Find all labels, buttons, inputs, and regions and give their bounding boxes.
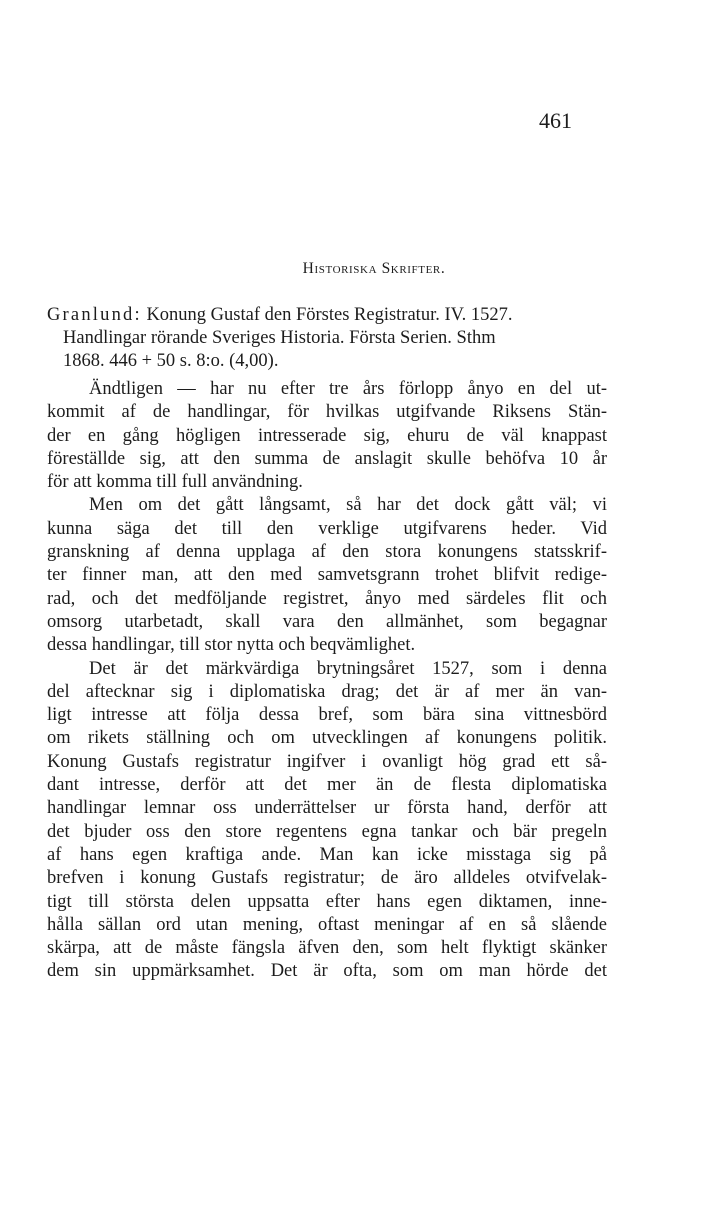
body-line: der en gång högligen intresserade sig, ehuru de väl knappast — [47, 425, 607, 446]
entry-line-2: Handlingar rörande Sveriges Historia. Första Serien. Sthm — [63, 328, 496, 348]
entry-line-1 — [47, 304, 607, 327]
body-line: Det är det märkvärdiga brytningsåret 1527, som i denna — [89, 658, 607, 679]
body-line: Ändtligen — har nu efter tre års förlopp ånyo en del ut- — [89, 379, 607, 399]
body-line: dant intresse, derför att det mer än de flesta diplomatiska — [47, 775, 607, 796]
body-line: dessa handlingar, till stor nytta och beqvämlighet. — [47, 635, 416, 656]
page-number: 461 — [539, 108, 572, 133]
body-line: tigt till största delen uppsatta efter hans egen diktamen, inne- — [47, 891, 607, 912]
body-line: ligt intresse att följa dessa bref, som bära sina vittnesbörd — [47, 705, 607, 726]
body-text — [47, 378, 607, 984]
body-line: brefven i konung Gustafs registratur; de äro alldeles otvifvelak- — [47, 868, 607, 889]
bibliographic-entry — [47, 304, 607, 373]
body-line: handlingar lemnar oss underrättelser ur första hand, derför att — [47, 798, 607, 819]
body-line: af hans egen kraftiga ande. Man kan icke misstaga sig på — [47, 844, 607, 865]
body-line: granskning af denna upplaga af den stora konungens statsskrif- — [47, 542, 607, 563]
body-line: omsorg utarbetadt, skall vara den allmänhet, som begagnar — [47, 611, 607, 632]
body-line: del aftecknar sig i diplomatiska drag; det är af mer än van- — [47, 681, 607, 702]
section-heading: Historiska Skrifter. — [302, 260, 446, 277]
entry-line-3: 1868. 446 + 50 s. 8:o. (4,00). — [63, 351, 279, 371]
body-line: dem sin uppmärksamhet. Det är ofta, som om man hörde det — [47, 961, 607, 982]
body-line: Konung Gustafs registratur ingifver i ovanligt hög grad ett så- — [47, 751, 607, 772]
body-line: föreställde sig, att den summa de anslagit skulle behöfva 10 år — [47, 448, 607, 469]
body-line: rad, och det medföljande registret, ånyo med särdeles flit och — [47, 588, 607, 609]
body-line: skärpa, att de måste fängsla äfven den, som helt flyktigt skänker — [47, 938, 607, 959]
body-line: ter finner man, att den med samvetsgrann trohet blifvit redige- — [47, 565, 607, 586]
entry-author: Granlund: — [47, 305, 142, 325]
body-line: det bjuder oss den store regentens egna tankar och bär pregeln — [47, 821, 607, 842]
body-line: kunna säga det till den verklige utgifvarens heder. Vid — [47, 518, 607, 539]
body-line: Men om det gått långsamt, så har det dock gått väl; vi — [89, 495, 607, 516]
body-line: om rikets ställning och om utvecklingen af konungens politik. — [47, 728, 607, 749]
body-line: för att komma till full användning. — [47, 472, 303, 493]
entry-title: Konung Gustaf den Förstes Registratur. IV. 1527. — [146, 305, 513, 325]
body-line: hålla sällan ord utan mening, oftast meningar af en så slående — [47, 914, 607, 935]
body-line: kommit af de handlingar, för hvilkas utgifvande Riksens Stän- — [47, 402, 607, 423]
